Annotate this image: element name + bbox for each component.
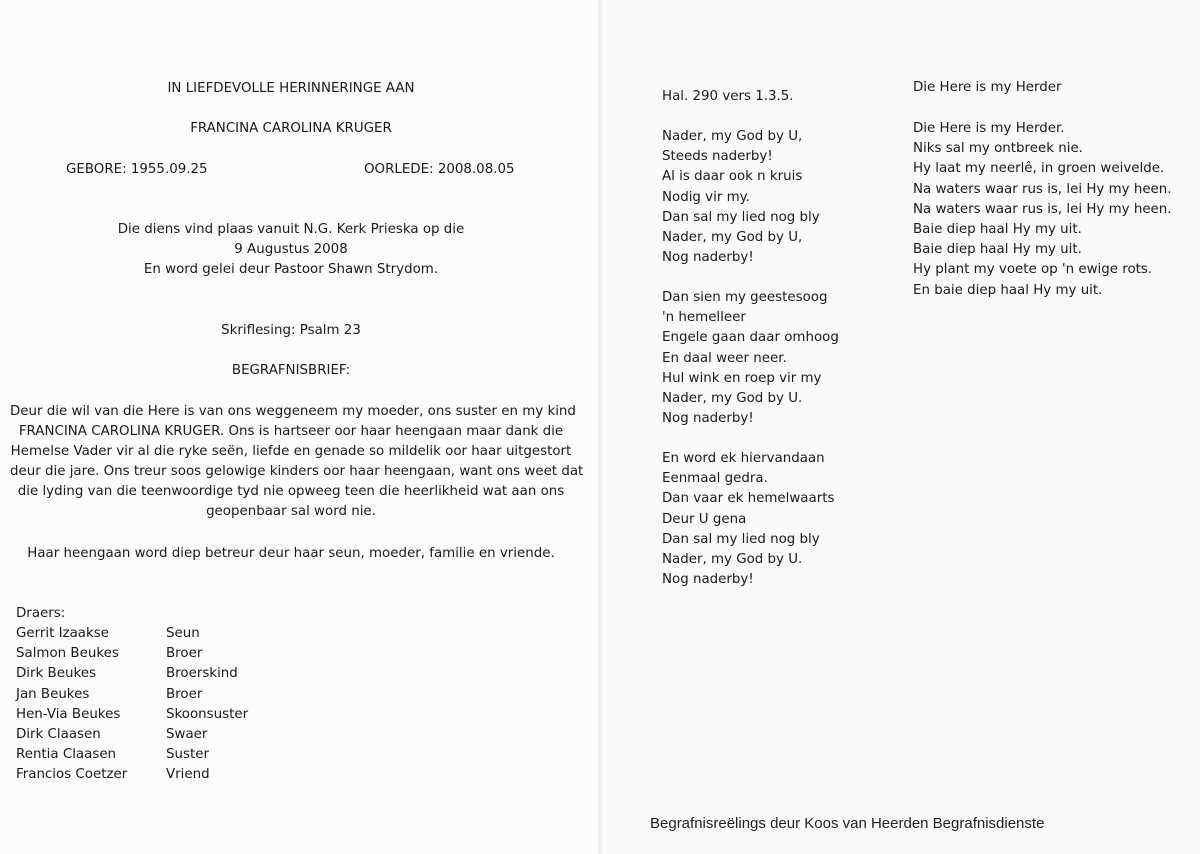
psalm-line: Baie diep haal Hy my uit. — [913, 221, 1082, 237]
psalm-line: Niks sal my ontbreek nie. — [913, 141, 1083, 157]
hymn-stanza — [662, 127, 820, 268]
hymn-line: Nader, my God by U. — [662, 390, 803, 406]
hymn-line: Nog naderby! — [662, 572, 754, 588]
bearer-name: Francios Coetzer — [16, 767, 128, 783]
death-date: OORLEDE: 2008.08.05 — [364, 162, 515, 177]
funeral-home-credit: Begrafnisreëlings deur Koos van Heerden Begrafnisdienste — [650, 815, 1045, 832]
service-line: 9 Augustus 2008 — [234, 242, 348, 257]
funeral-letter — [10, 402, 584, 522]
bearer-name: Jan Beukes — [16, 686, 90, 702]
bearer-relation: Skoonsuster — [166, 706, 249, 722]
letter-line: Deur die wil van die Here is van ons weggeneem my moeder, ons suster en my kind — [10, 404, 576, 419]
bearers-list — [16, 624, 316, 786]
hymn-line: Dan sal my lied nog bly — [662, 209, 820, 225]
bearer-name: Gerrit Izaakse — [16, 626, 109, 641]
psalm-title: Die Here is my Herder — [913, 80, 1062, 95]
psalm-line: Hy laat my neerlê, in groen weivelde. — [913, 161, 1165, 177]
hymn-line: Nodig vir my. — [662, 189, 750, 205]
hymn-line: Hul wink en roep vir my — [662, 370, 822, 386]
bearer-relation: Broer — [166, 646, 203, 662]
memorial-title: IN LIEFDEVOLLE HERINNERINGE AAN — [167, 81, 415, 96]
bearer-row — [16, 624, 316, 644]
hymn-line: Engele gaan daar omhoog — [662, 330, 839, 346]
hymn-line: Nader, my God by U. — [662, 551, 803, 567]
hymn-line: Eenmaal gedra. — [662, 471, 768, 487]
left-page — [0, 0, 598, 854]
hymn-line: Nog naderby! — [662, 411, 754, 427]
psalm-line: En baie diep haal Hy my uit. — [913, 282, 1103, 298]
bearer-row — [16, 685, 316, 705]
bearer-name: Rentia Claasen — [16, 747, 117, 763]
hymn-line: En word ek hiervandaan — [662, 451, 825, 466]
bearer-row — [16, 765, 316, 785]
bearer-name: Hen-Via Beukes — [16, 706, 121, 722]
hymn-reference: Hal. 290 vers 1.3.5. — [662, 89, 794, 104]
bearer-row — [16, 745, 316, 765]
letter-line: die lyding van die teenwoordige tyd nie opweeg teen die heerlikheid wat aan ons — [17, 484, 565, 499]
bearer-relation: Swaer — [166, 727, 208, 743]
deceased-name: FRANCINA CAROLINA KRUGER — [190, 121, 392, 136]
hymn-line: Steeds naderby! — [662, 149, 773, 165]
birth-date: GEBORE: 1955.09.25 — [66, 162, 208, 177]
hymn-line: Nog naderby! — [662, 250, 754, 266]
hymn-line: 'n hemelleer — [662, 310, 746, 326]
psalm-line: Die Here is my Herder. — [913, 121, 1065, 136]
psalm-line: Na waters waar rus is, lei Hy my heen. — [913, 181, 1172, 197]
service-details — [0, 220, 582, 280]
bearer-relation: Broer — [166, 686, 203, 702]
letter-line: FRANCINA CAROLINA KRUGER. Ons is hartseer oor haar heengaan maar dank die — [18, 424, 564, 439]
letter-line: geopenbaar sal word nie. — [206, 504, 376, 519]
bearer-row — [16, 705, 316, 725]
bearer-row — [16, 725, 316, 745]
bearer-name: Salmon Beukes — [16, 646, 119, 662]
bearer-name: Dirk Beukes — [16, 666, 96, 682]
psalm-line: Baie diep haal Hy my uit. — [913, 242, 1082, 258]
hymn-line: Dan sal my lied nog bly — [662, 531, 820, 547]
hymn-stanza — [662, 449, 834, 590]
mourned-statement: Haar heengaan word diep betreur deur haar seun, moeder, familie en vriende. — [27, 546, 555, 561]
bearer-relation: Seun — [166, 626, 200, 641]
service-line: Die diens vind plaas vanuit N.G. Kerk Prieska op die — [117, 222, 465, 237]
hymn-line: Nader, my God by U, — [662, 129, 803, 144]
hymn-line: Dan sien my geestesoog — [662, 290, 828, 305]
letter-line: Hemelse Vader vir al die ryke seën, liefde en genade so mildelik oor haar uitgestort — [10, 444, 572, 459]
service-line: En word gelei deur Pastoor Shawn Strydom. — [143, 262, 439, 277]
bearers-label: Draers: — [16, 606, 66, 621]
bearer-relation: Broerskind — [166, 666, 238, 682]
bearer-row — [16, 644, 316, 664]
psalm-line: Hy plant my voete op 'n ewige rots. — [913, 262, 1153, 278]
funeral-letter-heading: BEGRAFNISBRIEF: — [231, 363, 351, 378]
scripture-reading: Skriflesing: Psalm 23 — [221, 323, 361, 338]
hymn-line: Deur U gena — [662, 511, 747, 527]
psalm-line: Na waters waar rus is, lei Hy my heen. — [913, 201, 1172, 217]
psalm-text — [913, 119, 1172, 301]
bearer-row — [16, 664, 316, 684]
hymn-line: Al is daar ook n kruis — [662, 169, 803, 185]
hymn-line: Nader, my God by U, — [662, 229, 803, 245]
bearer-relation: Suster — [166, 747, 209, 763]
hymn-stanza — [662, 288, 839, 429]
bearer-relation: Vriend — [166, 767, 210, 783]
hymn-line: Dan vaar ek hemelwaarts — [662, 491, 835, 507]
letter-line: deur die jare. Ons treur soos gelowige kinders oor haar heengaan, want ons weet dat — [10, 464, 584, 479]
hymn-line: En daal weer neer. — [662, 350, 787, 366]
bearer-name: Dirk Claasen — [16, 727, 101, 743]
